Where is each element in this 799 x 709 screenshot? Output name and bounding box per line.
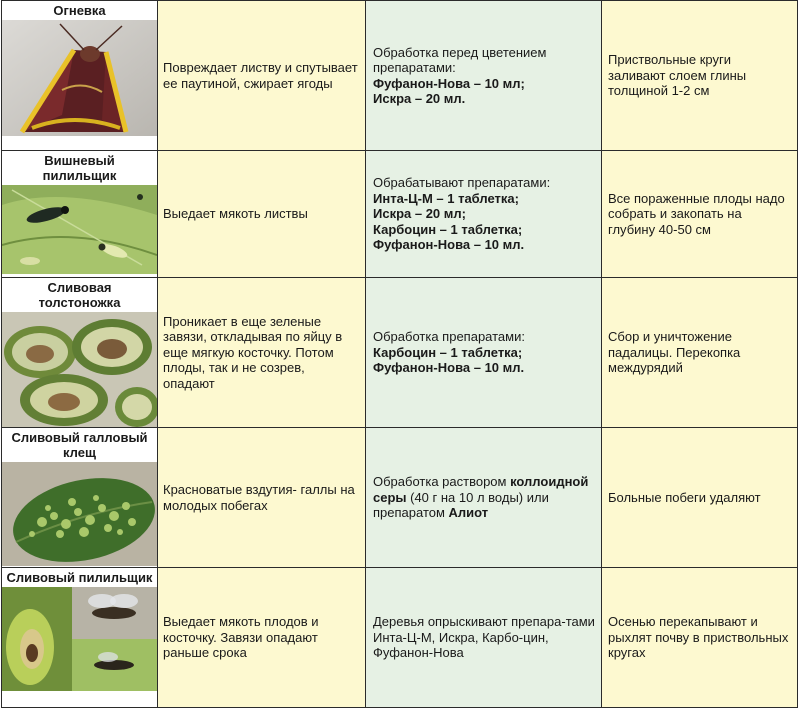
- treatment-item: Искра – 20 мл;: [373, 206, 466, 222]
- measures-text: Больные побеги удаляют: [608, 489, 761, 505]
- treatment-text: [373, 474, 588, 520]
- pest-cell: [2, 428, 158, 568]
- pest-name: Вишневый пилильщик: [2, 151, 157, 185]
- damage-cell: [158, 428, 366, 568]
- measures-text: Сбор и уничтожение падалицы. Перекопка междурядий: [608, 329, 741, 376]
- pest-cell: [2, 568, 158, 708]
- pest-name: Сливовый пилильщик: [2, 568, 157, 587]
- measures-cell: [602, 568, 798, 708]
- treatment-item: Инта-Ц-М – 1 таблетка;: [373, 190, 519, 206]
- damage-text: Выедает мякоть листвы: [163, 206, 308, 222]
- measures-text: Осенью перекапывают и рыхлят почву в приствольных кругах: [608, 614, 789, 661]
- measures-cell: [602, 151, 798, 278]
- damage-text: Повреждает листву и спутывает ее паутиной, сжирает ягоды: [163, 60, 358, 91]
- treatment-cell: [366, 428, 602, 568]
- treatment-product: коллоидной серы: [373, 474, 589, 505]
- treatment-intro: Обработка перед цветением препаратами:: [373, 44, 547, 75]
- treatment-text: Деревья опрыскивают препара-тами Инта-Ц-М, Искра, Карбо-цин, Фуфанон-Нова: [373, 614, 595, 661]
- table-row: [2, 278, 798, 428]
- treatment-product: Алиот: [448, 505, 489, 521]
- damage-cell: [158, 1, 366, 151]
- measures-text: Все пораженные плоды надо собрать и закопать на глубину 40-50 см: [608, 190, 785, 237]
- damage-cell: [158, 568, 366, 708]
- damage-text: Красноватые вздутия- галлы на молодых побегах: [163, 482, 355, 513]
- treatment-cell: [366, 151, 602, 278]
- damage-cell: [158, 151, 366, 278]
- treatment-text-part: (40 г на 10 л воды) или препаратом: [373, 489, 549, 521]
- treatment-cell: [366, 568, 602, 708]
- treatment-intro: Обработка препаратами:: [373, 329, 525, 345]
- treatment-item: Фуфанон-Нова – 10 мл.: [373, 237, 525, 253]
- larva-on-leaf-photo: [2, 185, 157, 274]
- measures-cell: [602, 278, 798, 428]
- treatment-item: Фуфанон-Нова – 10 мл.: [373, 360, 525, 376]
- table-row: [2, 428, 798, 568]
- pest-cell: [2, 151, 158, 278]
- table-row: [2, 568, 798, 708]
- table-row: [2, 1, 798, 151]
- pest-cell: [2, 278, 158, 428]
- galls-on-leaf-photo: [2, 462, 157, 566]
- pest-name: Сливовый галловый клещ: [2, 428, 157, 462]
- pest-name: Огневка: [2, 1, 157, 20]
- measures-cell: [602, 428, 798, 568]
- pest-cell: [2, 1, 158, 151]
- treatment-cell: [366, 1, 602, 151]
- table-row: [2, 151, 798, 278]
- cut-plums-photo: [2, 312, 157, 427]
- damage-cell: [158, 278, 366, 428]
- pest-control-table: [1, 0, 798, 708]
- measures-text: Приствольные круги заливают слоем глины толщиной 1-2 см: [608, 52, 747, 99]
- pest-name: Сливовая толстоножка: [2, 278, 157, 312]
- sawfly-and-fruit-photo: [2, 587, 157, 691]
- treatment-item: Искра – 20 мл.: [373, 91, 466, 106]
- measures-cell: [602, 1, 798, 151]
- treatment-intro: Обрабатывают препаратами:: [373, 175, 551, 191]
- damage-text: Проникает в еще зеленые завязи, откладывая по яйцу в еще мягкую косточку. Потом плоды, так и не созрев, опадают: [163, 313, 343, 391]
- treatment-item: Карбоцин – 1 таблетка;: [373, 344, 523, 360]
- treatment-cell: [366, 278, 602, 428]
- treatment-item: Фуфанон-Нова – 10 мл;: [373, 75, 525, 91]
- treatment-item: Карбоцин – 1 таблетка;: [373, 221, 523, 237]
- damage-text: Выедает мякоть плодов и косточку. Завязи опадают раньше срока: [163, 614, 319, 661]
- treatment-text-part: Обработка раствором: [373, 474, 511, 490]
- moth-photo: [2, 20, 157, 136]
